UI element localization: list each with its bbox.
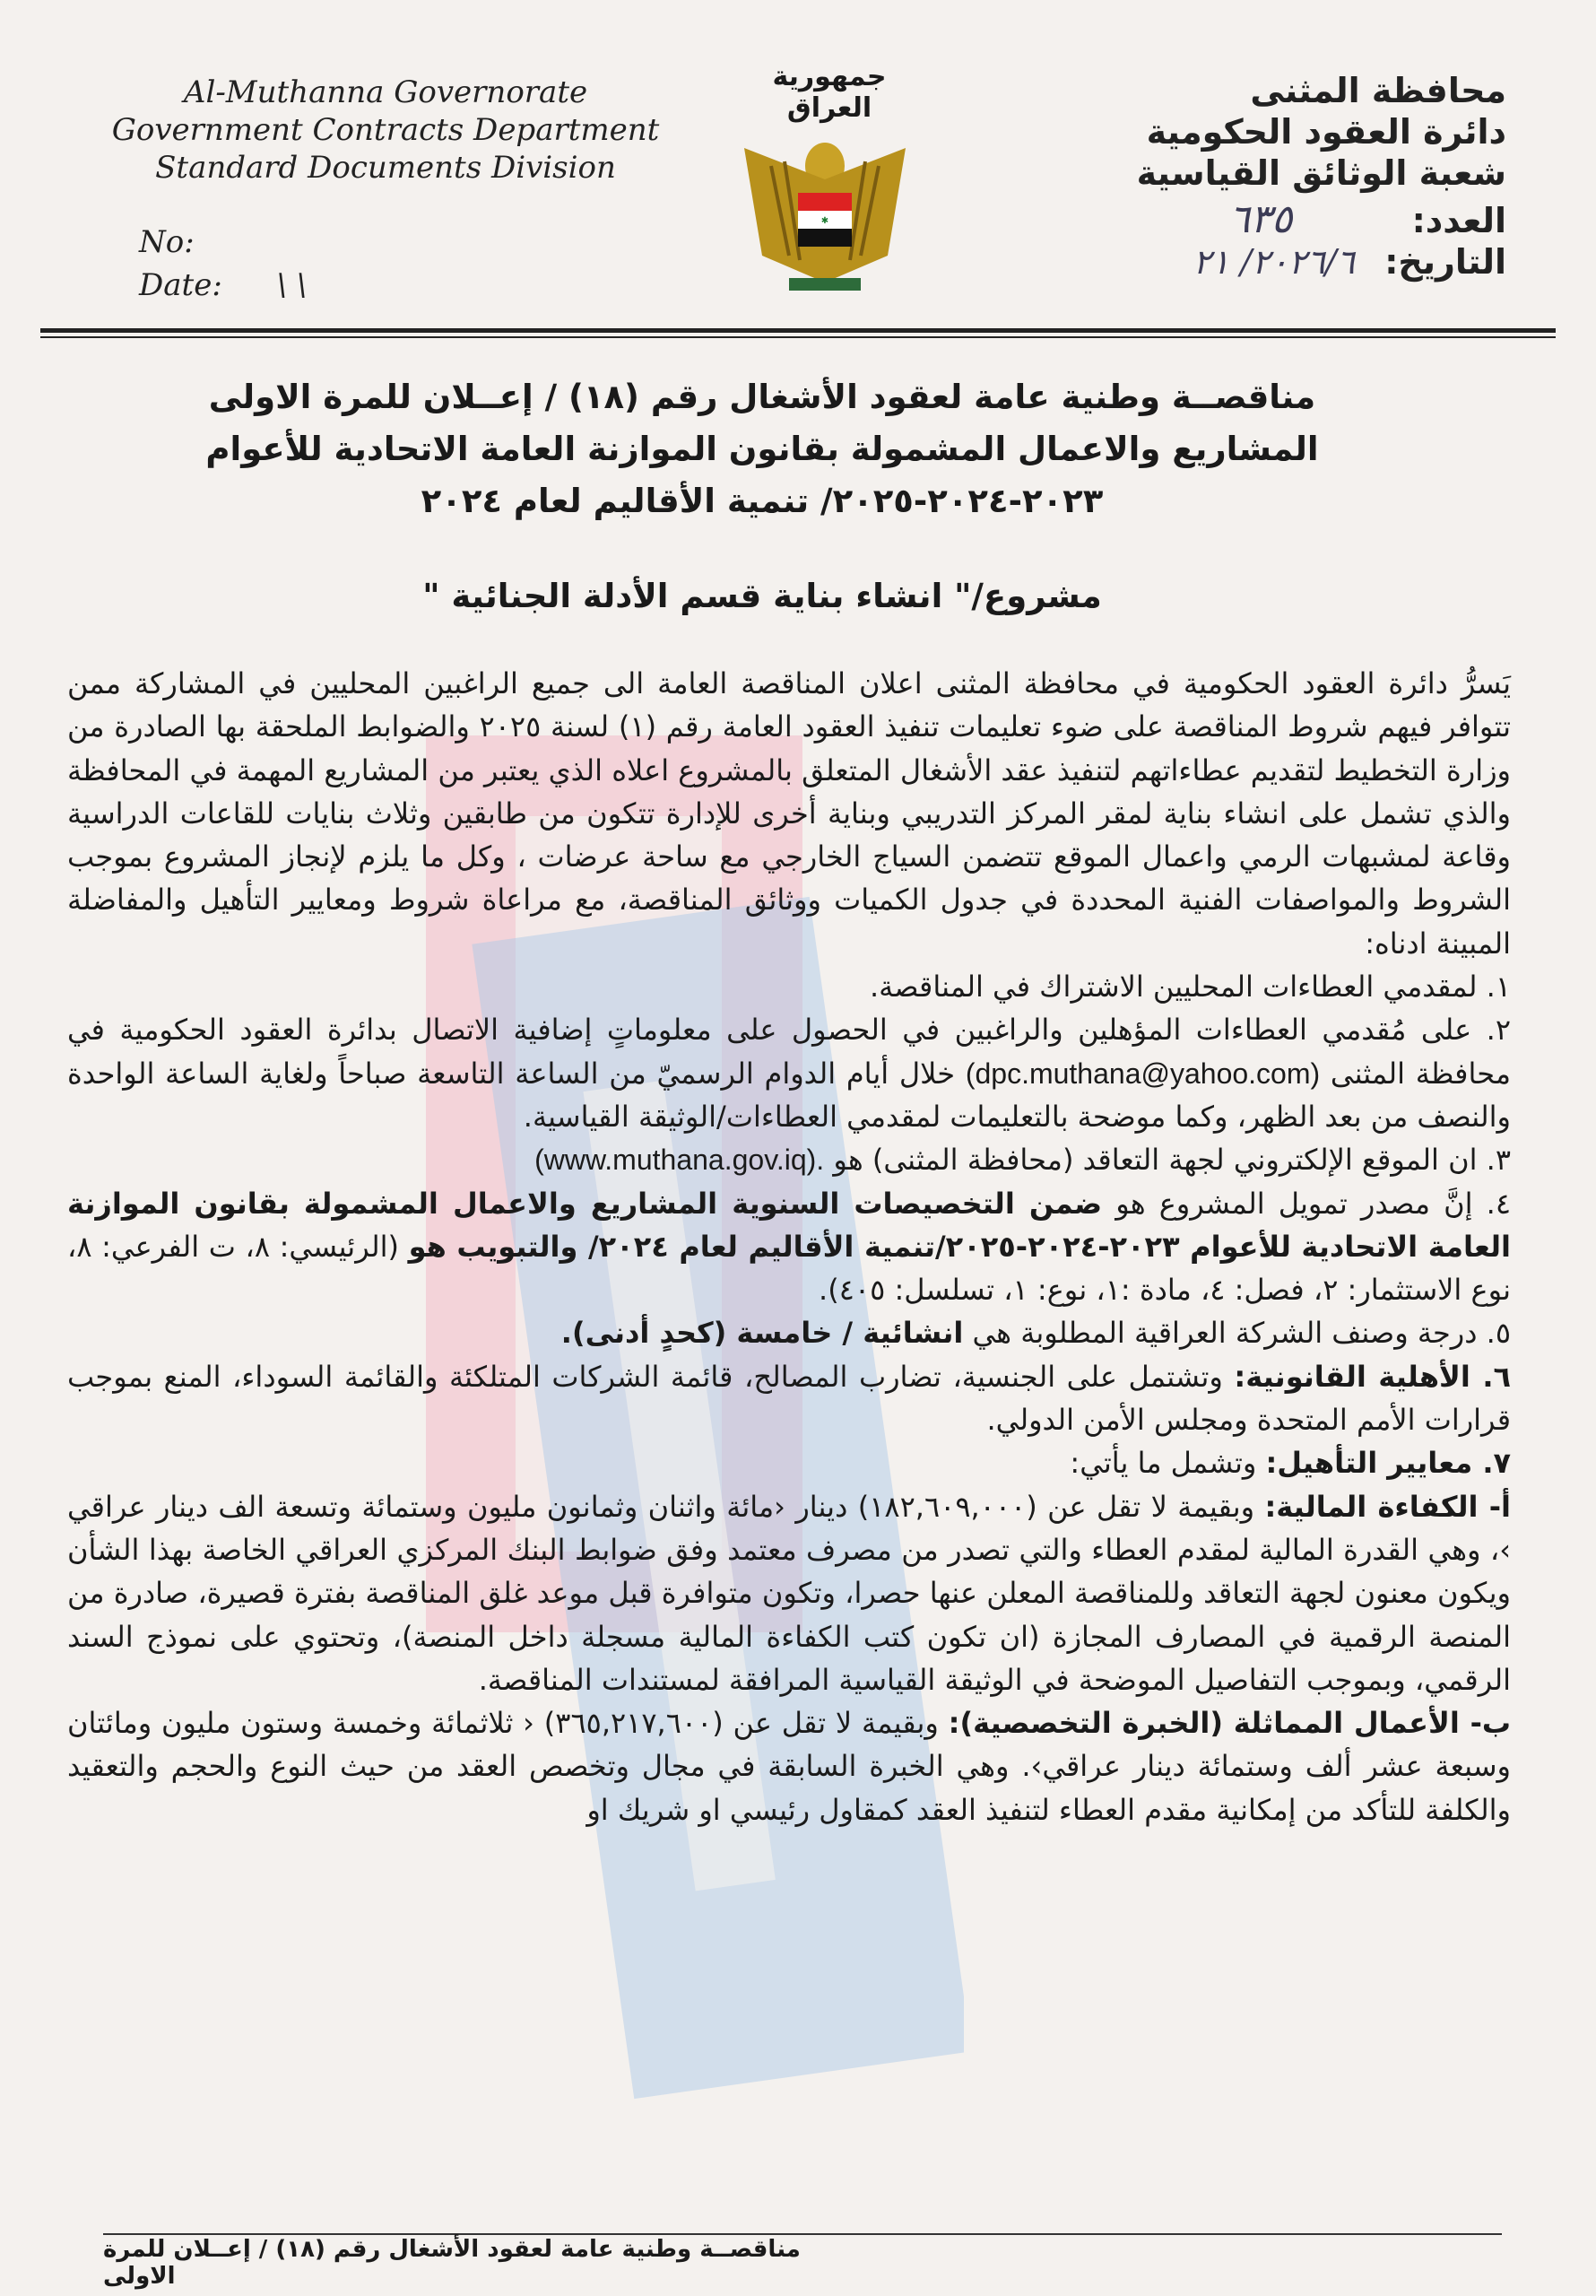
item-7 (67, 1441, 1511, 1484)
item-6 (67, 1355, 1511, 1442)
item-4-bold: ضمن التخصيصات السنوية المشاريع والاعمال المشمولة بقانون الموازنة العامة الاتحادية للأعوام ٢٠٢٣-٢٠٢٤-٢٠٢٥/تنمية الأقاليم لعام ٢٠٢٤/ والتبويب هو (67, 1186, 1511, 1264)
intro-paragraph: يَسرُّ دائرة العقود الحكومية في محافظة المثنى اعلان المناقصة العامة الى جميع الراغبين المحليين في المشاركة ممن تتوافر فيهم شروط المناقصة على ضوء تعليمات تنفيذ العقود العامة رقم (١) لسنة ٢٠٢٥ والضوابط الملحقة بها الصادرة من وزارة التخطيط لتقديم عطاءاتهم لتنفيذ عقد الأشغال المتعلق بالمشروع اعلاه الذي يعتبر من المشاريع المهمة في المحافظة والذي تشمل على انشاء بناية لمقر المركز التدريبي وبناية أخرى للإدارة تتكون من طابقين وثلاث بنايات للقاعات الدراسية وقاعة لمشبهات الرمي واعمال الموقع تتضمن السياج الخارجي مع ساحة عرضات ، وكل ما يلزم لإنجاز المشروع بموجب الشروط والمواصفات الفنية المحددة في جدول الكميات ووثائق المناقصة، مع مراعاة شروط ومعايير التأهيل والمفاضلة المبينة ادناه: (67, 666, 1512, 961)
item-5-bold: انشائية / خامسة (كحدٍ أدنى). (560, 1316, 964, 1351)
project-name: مشروع/" انشاء بناية قسم الأدلة الجنائية " (422, 577, 1102, 615)
title-line-3: ٢٠٢٣-٢٠٢٤-٢٠٢٥/ تنمية الأقاليم لعام ٢٠٢٤ (421, 482, 1104, 520)
item-a-financial (67, 1485, 1511, 1701)
number-label-en: No: (139, 224, 195, 260)
item-b-text: وبقيمة لا تقل عن (٣٦٥,٢١٧,٦٠٠) ‹ ثلاثمائة وخمسة وستون مليون ومائتان وسبعة عشر ألف وستمائة دينار عراقي›. وهي الخبرة السابقة في مجال وتخصص العقد من حيث النوع والحجم والتعقيد والكلفة للتأكد من إمكانية مقدم العطاء لتنفيذ العقد كمقاول رئيسي او شريك او (67, 1706, 1511, 1827)
footer-divider (103, 2233, 1502, 2235)
item-3-text: ٣. ان الموقع الإلكتروني لجهة التعاقد (محافظة المثنى) هو (833, 1143, 1511, 1178)
department-ar: دائرة العقود الحكومية (1146, 112, 1506, 152)
date-label-en (139, 267, 307, 303)
item-4-classification: (الرئيسي: ٨، ت الفرعي: ٨، نوع الاستثمار: ٢، فصل: ٤، مادة :١، نوع: ١، تسلسل: ٤٠٥). (67, 1229, 1511, 1308)
announcement-body (67, 662, 1511, 1831)
date-label-en-text: Date: (139, 267, 222, 303)
tender-title (179, 371, 1345, 527)
governorate-ar: محافظة المثنى (1250, 71, 1506, 110)
date-slashes-en: \ \ (276, 267, 308, 303)
iraq-eagle-emblem-icon (735, 130, 915, 300)
item-7-bold: ٧. معايير التأهيل: (1265, 1446, 1511, 1481)
title-line-2: المشاريع والاعمال المشمولة بقانون الموازنة العامة الاتحادية للأعوام (205, 430, 1319, 468)
governorate-en: Al-Muthanna Governorate (183, 74, 588, 110)
svg-text:✱: ✱ (820, 216, 829, 226)
number-label-ar: العدد: (1411, 201, 1506, 240)
header-arabic (1040, 70, 1506, 283)
republic-of-iraq: جمهورية العراق (772, 61, 887, 124)
date-label-ar: التاريخ: (1384, 242, 1506, 282)
item-1: ١. لمقدمي العطاءات المحليين الاشتراك في المناقصة. (869, 970, 1511, 1004)
item-5-text: ٥. درجة وصنف الشركة العراقية المطلوبة هي (972, 1316, 1511, 1351)
item-7-text: وتشمل ما يأتي: (1070, 1446, 1257, 1481)
header-english (90, 74, 681, 187)
item-4-text: ٤. إنَّ مصدر تمويل المشروع هو (1115, 1186, 1512, 1221)
number-value-ar: ٦٣٥ (1228, 196, 1293, 242)
header-divider-thin (40, 336, 1556, 338)
division-ar: شعبة الوثائق القياسية (1136, 153, 1506, 193)
footer-text: مناقصــة وطنية عامة لعقود الأشغال رقم (١٨) / إعــلان للمرة الاولى (103, 2236, 801, 2290)
department-en: Government Contracts Department (111, 112, 660, 148)
item-3 (67, 1138, 1511, 1181)
item-5 (67, 1311, 1511, 1354)
contact-email: (dpc.muthana@yahoo.com) (965, 1057, 1321, 1090)
website-url: (www.muthana.gov.iq). (534, 1144, 825, 1177)
item-a-bold: أ- الكفاءة المالية: (1264, 1489, 1512, 1524)
item-2-text-b: خلال أيام الدوام الرسميّ من الساعة التاسعة صباحاً ولغاية الساعة الواحدة والنصف من بعد الظهر، وكما موضحة بالتعليمات لمقدمي العطاءات/الوثيقة القياسية. (67, 1056, 1511, 1134)
header-divider (40, 328, 1556, 333)
item-6-text: وتشتمل على الجنسية، تضارب المصالح، قائمة الشركات المتلكئة والقائمة السوداء، المنع بموجب قرارات الأمم المتحدة ومجلس الأمن الدولي. (67, 1359, 1511, 1438)
number-row-ar (1040, 196, 1506, 242)
title-line-1: مناقصــة وطنية عامة لعقود الأشغال رقم (١٨) / إعــلان للمرة الاولى (208, 378, 1316, 416)
item-b-similar-works (67, 1701, 1511, 1831)
date-row-ar (1040, 241, 1506, 283)
item-4 (67, 1182, 1511, 1312)
item-b-bold: ب- الأعمال المماثلة (الخبرة التخصصية): (948, 1706, 1512, 1741)
division-en: Standard Documents Division (155, 150, 616, 186)
date-value-ar: ٢٠٢٦/٦/ ٢١ (1193, 242, 1355, 282)
item-2 (67, 1008, 1511, 1138)
item-2-text: ٢. على مُقدمي العطاءات المؤهلين والراغبين في الحصول على معلوماتٍ إضافية الاتصال بدائرة العقود الحكومية في محافظة المثنى (67, 1013, 1512, 1091)
item-6-bold: ٦. الأهلية القانونية: (1234, 1359, 1512, 1394)
item-a-text: وبقيمة لا تقل عن (١٨٢,٦٠٩,٠٠٠) دينار ‹مائة واثنان وثمانون مليون وستمائة وتسعة الف دينار عراقي ›، وهي القدرة المالية لمقدم العطاء والتي تصدر من مصرف معتمد وفق ضوابط البنك المركزي العراقي الخاصة بهذا الشأن ويكون معنون لجهة التعاقد وللمناقصة المعلن عنها حصرا، وتكون متوافرة قبل موعد غلق المناقصة بفترة قصيرة، صادرة من المنصة الرقمية في المصارف المجازة (ان تكون كتب الكفاءة المالية مسجلة داخل المنصة)، وتحتوي على نموذج السند الرقمي، وبموجب التفاصيل الموضحة في الوثيقة القياسية المرافقة لمستندات المناقصة. (67, 1489, 1511, 1697)
